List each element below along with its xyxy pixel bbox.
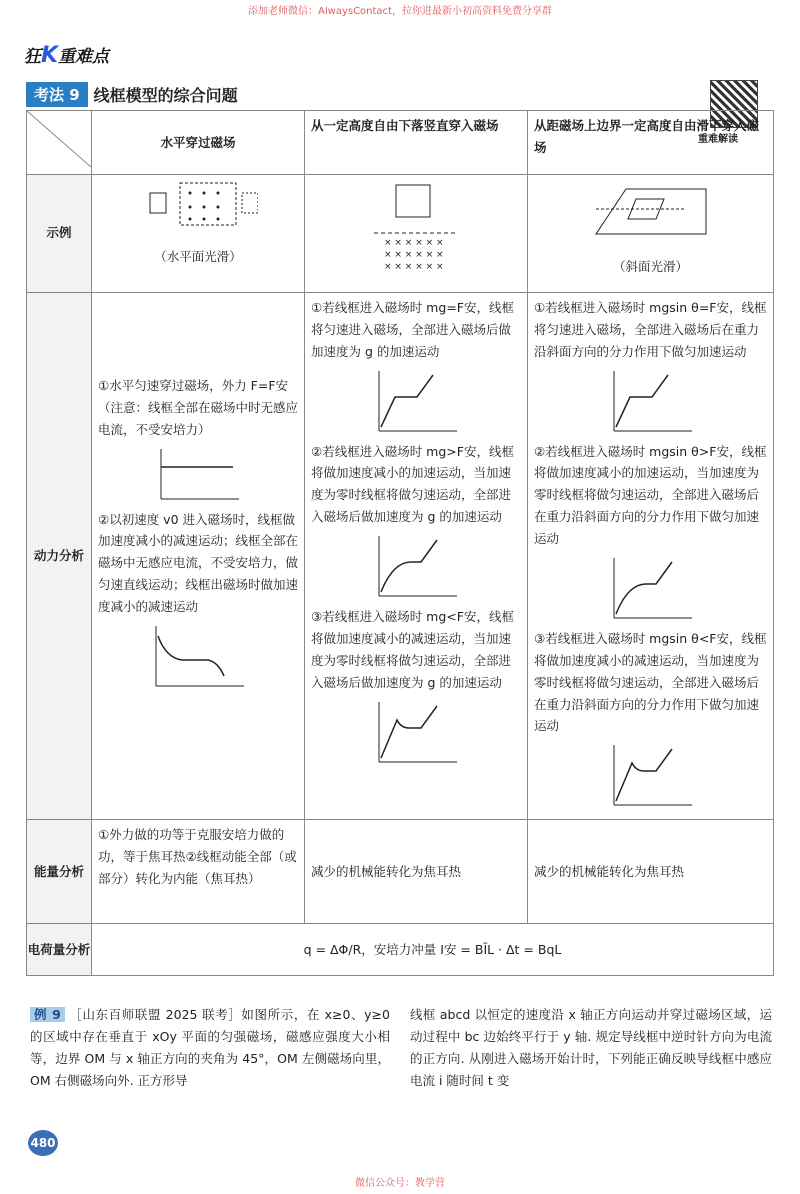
example-left-body: ［山东百师联盟 2025 联考］如图所示，在 x≥0、y≥0 的区域中存在垂直于 xOy 平面的匀强磁场，磁感应强度大小相等，边界 OM 与 x 轴正方向的夹角为 45°，OM 左侧磁场向里，OM 右侧磁场向外. 正方形导 (30, 1007, 390, 1088)
example-left-text (30, 1004, 390, 1092)
col2-p2: ②若线框进入磁场时 mg>F安，线框将做加速度减小的加速运动，当加速度为零时线框将做匀速运动，全部进入磁场后做加速度为 g 的加速运动 (311, 443, 514, 525)
row-label-dynamics: 动力分析 (27, 292, 92, 819)
col3-p3: ③若线框进入磁场时 mgsin θ<F安，线框将做加速度减小的减速运动，当加速度为零时线框将做匀速运动，全部进入磁场后在重力沿斜面方向的分力作用下做匀加速运动 (534, 630, 767, 734)
vt-graph-col3-2 (606, 554, 696, 624)
vt-graph-decelerate (148, 622, 248, 692)
summary-table (26, 110, 774, 976)
header-col-1: 水平穿过磁场 (92, 111, 305, 175)
example-right-text: 线框 abcd 以恒定的速度沿 x 轴正方向运动并穿过磁场区域，运动过程中 bc 边始终平行于 y 轴. 规定导线框中逆时针方向为电流的正方向. 从刚进入磁场开始计时，下列能正确反映导线框中感应电流 i 随时间 t 变 (410, 1007, 772, 1088)
col3-p2: ②若线框进入磁场时 mgsin θ>F安，线框将做加速度减小的加速运动，当加速度为零时线框将做匀速运动，全部进入磁场后在重力沿斜面方向的分力作用下做匀加速运动 (534, 443, 767, 546)
incline-figure (586, 179, 716, 249)
example-label: 例 9 (30, 1007, 65, 1022)
vt-graph-col3-3 (606, 741, 696, 811)
svg-text:× × × × × ×: × × × × × × (384, 249, 444, 260)
logo-pre: 狂 (24, 47, 41, 67)
energy-col-2: 减少的机械能转化为焦耳热 (305, 820, 528, 924)
top-note: 添加老师微信：AlwaysContact，拉你进最新小初高资料免费分享群 (248, 6, 552, 17)
dynamics-col-1 (92, 292, 305, 819)
col1-p2: ②以初速度 v0 进入磁场时，线框做加速度减小的减速运动；线框全部在磁场中无感应电流，不受安培力，做匀速直线运动；线框出磁场时做加速度减小的减速运动 (98, 511, 299, 614)
footer-note: 微信公众号：教学营 (355, 1178, 445, 1189)
energy-col-1: ①外力做的功等于克服安培力做的功，等于焦耳热②线框动能全部（或部分）转化为内能（焦耳热） (92, 820, 305, 924)
section-header (26, 82, 238, 107)
dynamics-col-3 (528, 292, 774, 819)
horizontal-figure (138, 179, 258, 239)
header-col-3: 从距磁场上边界一定高度自由滑下穿入磁场 (528, 111, 774, 175)
col2-p3: ③若线框进入磁场时 mg<F安，线框将做加速度减小的减速运动，当加速度为零时线框将做匀速运动，全部进入磁场后做加速度为 g 的加速运动 (311, 609, 514, 690)
qr-label: 重难解读 (698, 134, 738, 145)
section-tag: 考法 9 (26, 82, 88, 107)
caption-horizontal: （水平面光滑） (154, 248, 242, 264)
vt-graph-col3-1 (606, 367, 696, 437)
col1-p1: ①水平匀速穿过磁场，外力 F=F安（注意：线框全部在磁场中时无感应电流，不受安培力） (98, 377, 299, 437)
brand-logo (24, 42, 109, 68)
energy-col-3: 减少的机械能转化为焦耳热 (528, 820, 774, 924)
example-horizontal (92, 174, 305, 292)
vertical-figure (366, 179, 466, 271)
charge-formula: q = ΔΦ/R，安培力冲量 I安 = BĪL · Δt = BqL (92, 924, 774, 976)
header-corner (27, 111, 92, 175)
row-label-example: 示例 (27, 174, 92, 292)
svg-text:× × × × × ×: × × × × × × (384, 237, 444, 248)
vt-graph-col2-1 (371, 367, 461, 437)
diagonal-line (27, 111, 91, 167)
page-number: 480 (28, 1130, 58, 1156)
col3-p1: ①若线框进入磁场时 mgsin θ=F安，线框将匀速进入磁场，全部进入磁场后在重力沿斜面方向的分力作用下做匀加速运动 (534, 299, 767, 359)
header-col-2: 从一定高度自由下落竖直穿入磁场 (305, 111, 528, 175)
vt-graph-col2-3 (371, 698, 461, 768)
example-vertical (305, 174, 528, 292)
row-label-charge: 电荷量分析 (27, 924, 92, 976)
vt-graph-uniform (153, 445, 243, 505)
dynamics-col-2 (305, 292, 528, 819)
col2-p1: ①若线框进入磁场时 mg=F安，线框将匀速进入磁场，全部进入磁场后做加速度为 g 的加速运动 (311, 299, 514, 359)
vt-graph-col2-2 (371, 532, 461, 602)
logo-k: K (41, 43, 59, 68)
logo-post: 重难点 (58, 47, 110, 67)
section-title: 线框模型的综合问题 (93, 86, 238, 105)
example-incline (528, 174, 774, 292)
row-label-energy: 能量分析 (27, 820, 92, 924)
caption-incline: （斜面光滑） (612, 258, 688, 274)
svg-text:× × × × × ×: × × × × × × (384, 261, 444, 271)
